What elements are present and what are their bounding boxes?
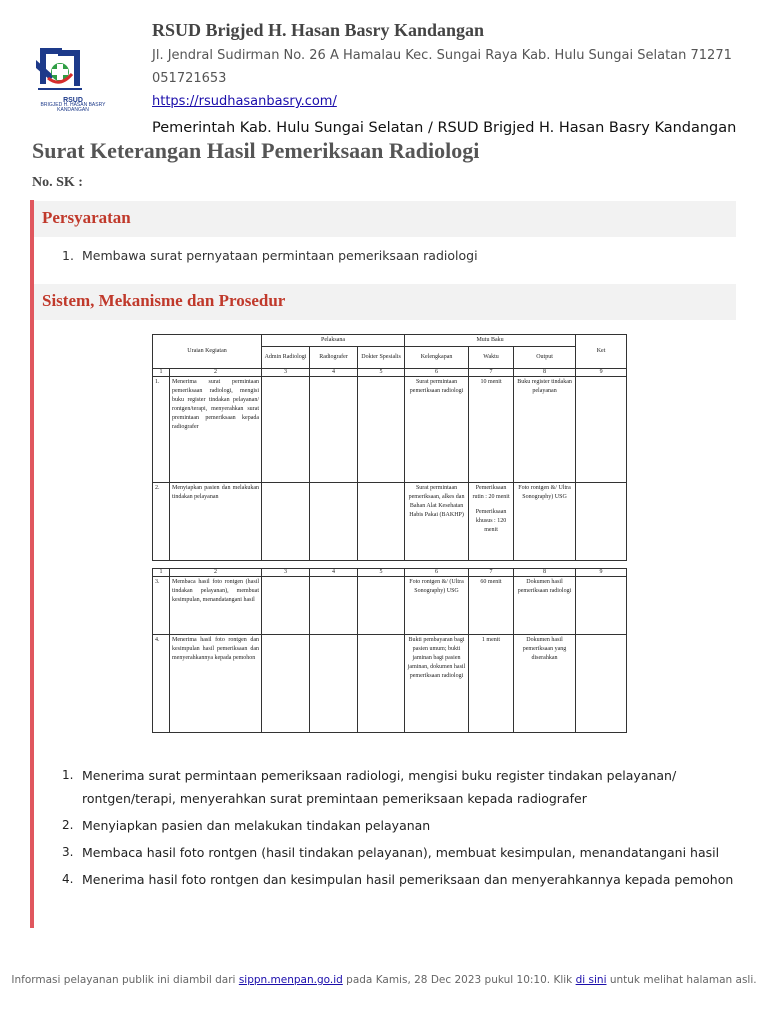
footer-prefix: Informasi pelayanan publik ini diambil dari [11,974,236,986]
list-number: 1. [62,248,74,263]
list-item [62,764,734,810]
list-number: 3. [62,845,74,859]
col-header-admin: Admin Radiologi [262,347,310,369]
list-text: Membaca hasil foto rontgen (hasil tindakan pelayanan), membuat kesimpulan, menandatangani hasil [82,845,720,860]
logo-text: RSUD [63,97,83,104]
col-header-ket: Ket [576,335,627,369]
table-row: 1. Menerima surat permintaan pemeriksaan radiologi, mengisi buku register tindakan pelayanan/ rontgen/terapi, menyerahkan surat premintaan pemeriksaan kepada radiografer Surat permintaan pemeriksaan radiologi 10 menit Buku register tindakan pelayanan [153,377,627,483]
list-item [62,814,734,837]
procedure-steps-list [62,764,734,895]
hospital-phone: 051721653 [152,71,227,86]
col-group-mutu: Mutu Baku [405,335,576,347]
footer [0,974,768,986]
logo-caption [28,98,118,113]
list-number: 4. [62,872,74,886]
document-number: No. SK : [32,175,83,190]
hospital-address: Jl. Jendral Sudirman No. 26 A Hamalau Kec. Sungai Raya Kab. Hulu Sungai Selatan 71271 [152,48,732,63]
list-item [62,868,734,891]
col-header-output: Output [514,347,576,369]
sop-table-part-1 [152,334,627,561]
procedure-heading: Sistem, Mekanisme dan Prosedur [34,284,736,320]
list-text: Membawa surat pernyataan permintaan pemeriksaan radiologi [82,248,478,263]
hospital-website-link[interactable]: https://rsudhasanbasry.com/ [152,94,337,109]
col-header-kegiatan: Uraian Kegiatan [153,335,262,369]
col-header-waktu: Waktu [469,347,514,369]
hospital-name: RSUD Brigjed H. Hasan Basry Kandangan [152,20,485,40]
footer-suffix: untuk melihat halaman asli. [609,974,757,986]
page-title: Surat Keterangan Hasil Pemeriksaan Radiologi [32,138,480,163]
col-header-kelengkapan: Kelengkapan [405,347,469,369]
list-item [62,248,478,263]
col-header-radiografer: Radiografer [310,347,358,369]
list-number: 1. [62,768,74,782]
requirements-heading: Persyaratan [34,201,736,237]
col-group-pelaksana: Pelaksana [262,335,405,347]
source-link[interactable]: sippn.menpan.go.id [238,974,343,986]
col-header-dokter: Dokter Spesialis [358,347,405,369]
list-text: Menerima surat permintaan pemeriksaan radiologi, mengisi buku register tindakan pelayanan/ rontgen/terapi, menyerahkan surat premintaan pemeriksaan kepada radiografer [82,768,677,806]
logo-emblem-icon [28,44,92,100]
table-index-row: 1 2 3 4 5 6 7 8 9 [153,369,627,377]
table-row: 2. Menyiapkan pasien dan melakukan tindakan pelayanan Surat permintaan pemeriksaan, alkes dan Bahan Alat Kesehatan Habis Pakai (BAKHP) Pemeriksaan rutin : 20 menit Pemeriksaan khusus : 120 menit Foto rontgen &/ Ultra Sonography) USG [153,483,627,561]
footer-middle: pada Kamis, 28 Dec 2023 pukul 10:10. Klik [346,974,573,986]
list-text: Menyiapkan pasien dan melakukan tindakan pelayanan [82,818,431,833]
requirements-list [62,248,478,263]
government-line: Pemerintah Kab. Hulu Sungai Selatan / RSUD Brigjed H. Hasan Basry Kandangan [152,120,737,136]
table-row: 3. Membaca hasil foto rontgen (hasil tindakan pelayanan), membuat kesimpulan, menandatangani hasil Foto rontgen &/ (Ultra Sonography) USG 60 menit Dokumen hasil pemeriksaan radiologi [153,577,627,635]
list-item [62,841,734,864]
table-row: 4. Menerima hasil foto rontgen dan kesimpulan hasil pemeriksaan dan menyerahkannya kepada pemohon Bukti pembayaran bagi pasien umum; bukti jaminan bagi pasien jaminan, dokumen hasil pemeriksaan radiologi 1 menit Dokumen hasil pemeriksaan yang diserahkan [153,635,627,733]
table-index-row: 1 2 3 4 5 6 7 8 9 [153,569,627,577]
sop-table-part-2 [152,568,627,733]
logo-subtext: BRIGJED H. HASAN BASRY KANDANGAN [40,102,106,113]
list-number: 2. [62,818,74,832]
original-page-link[interactable]: di sini [575,974,607,986]
list-text: Menerima hasil foto rontgen dan kesimpulan hasil pemeriksaan dan menyerahkannya kepada pemohon [82,872,734,887]
